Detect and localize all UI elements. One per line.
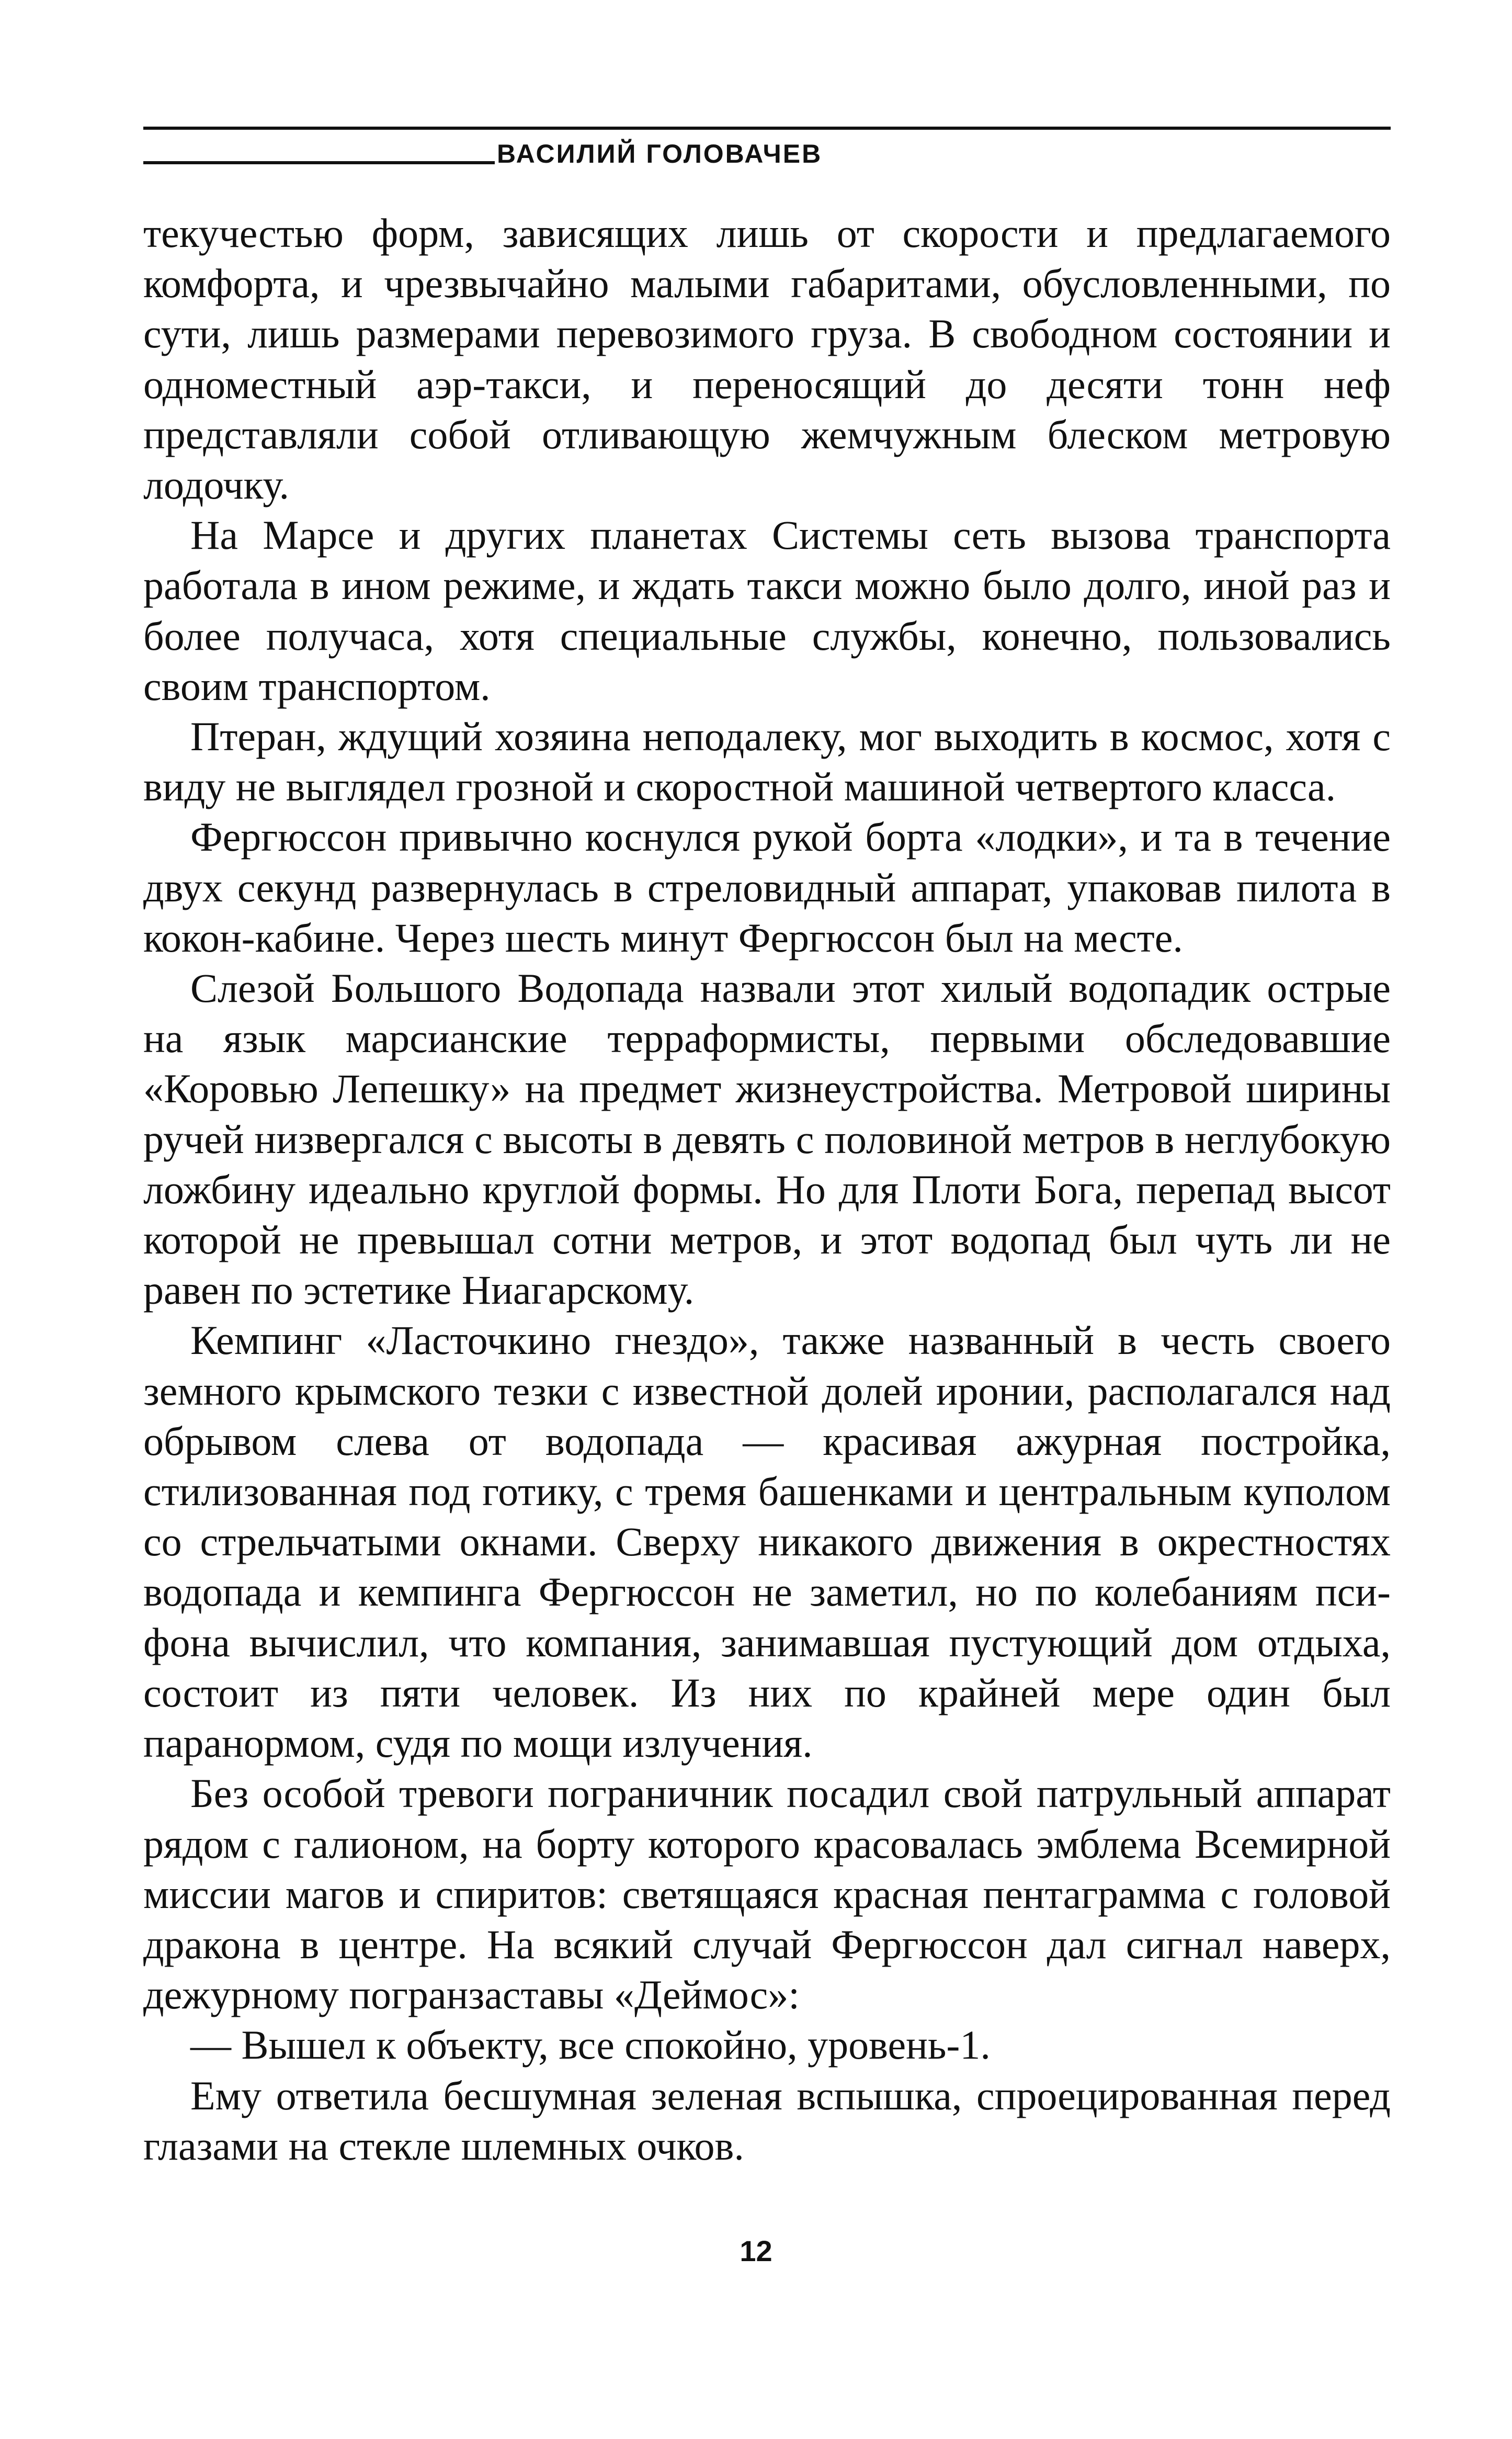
- paragraph: Ему ответила бесшумная зеленая вспышка, спроецированная перед глазами на стекле шлемных очков.: [143, 2072, 1391, 2169]
- header-top-rule: [143, 127, 1391, 130]
- running-header: [143, 137, 1391, 171]
- body-text: [143, 208, 1391, 2171]
- running-head-author: ВАСИЛИЙ ГОЛОВАЧЕВ: [497, 139, 823, 168]
- paragraph-continued: текучестью форм, зависящих лишь от скорости и предлагаемого комфорта, и чрезвычайно малыми габаритами, обусловленными, по сути, лишь размерами перевозимого груза. В свободном состоянии и одноместный аэр-такси, и переносящий до десяти тонн неф представляли собой отливающую жемчужным блеском метровую лодочку.: [143, 210, 1391, 508]
- paragraph: На Марсе и других планетах Системы сеть вызова транспорта работала в ином режиме, и ждать такси можно было долго, иной раз и более получаса, хотя специальные службы, конечно, пользовались своим транспортом.: [143, 512, 1391, 709]
- paragraph: Птеран, ждущий хозяина неподалеку, мог выходить в космос, хотя с виду не выглядел грозной и скоростной машиной четвертого класса.: [143, 714, 1391, 810]
- header-left-rule: [143, 161, 495, 164]
- page-number: 12: [740, 2234, 772, 2267]
- paragraph: Без особой тревоги пограничник посадил свой патрульный аппарат рядом с галионом, на борту которого красовалась эмблема Всемирной миссии магов и спиритов: светящаяся красная пентаграмма с головой дракона в центре. На всякий случай Фергюссон дал сигнал наверх, дежурному погранзаставы «Деймос»:: [143, 1770, 1391, 2018]
- paragraph: Фергюссон привычно коснулся рукой борта «лодки», и та в течение двух секунд развернулась в стреловидный аппарат, упаковав пилота в кокон-кабине. Через шесть минут Фергюссон был на месте.: [143, 814, 1391, 961]
- paragraph: Слезой Большого Водопада назвали этот хилый водопадик острые на язык марсианские терраформисты, первыми обследовавшие «Коровью Лепешку» на предмет жизнеустройства. Метровой ширины ручей низвергался с высоты в девять с половиной метров в неглубокую ложбину идеально круглой формы. Но для Плоти Бога, перепад высот которой не превышал сотни метров, и этот водопад был чуть ли не равен по эстетике Ниагарскому.: [143, 965, 1391, 1313]
- dialogue-line: — Вышел к объекту, все спокойно, уровень-1.: [190, 2022, 991, 2068]
- paragraph: Кемпинг «Ласточкино гнездо», также названный в честь своего земного крымского тезки с известной долей иронии, располагался над обрывом слева от водопада — красивая ажурная постройка, стилизованная под готику, с тремя башенками и центральным куполом со стрельчатыми окнами. Сверху никакого движения в окрестностях водопада и кемпинга Фергюссон не заметил, но по колебаниям пси-фона вычислил, что компания, занимавшая пустующий дом отдыха, состоит из пяти человек. Из них по крайней мере один был паранормом, судя по мощи излучения.: [143, 1317, 1391, 1766]
